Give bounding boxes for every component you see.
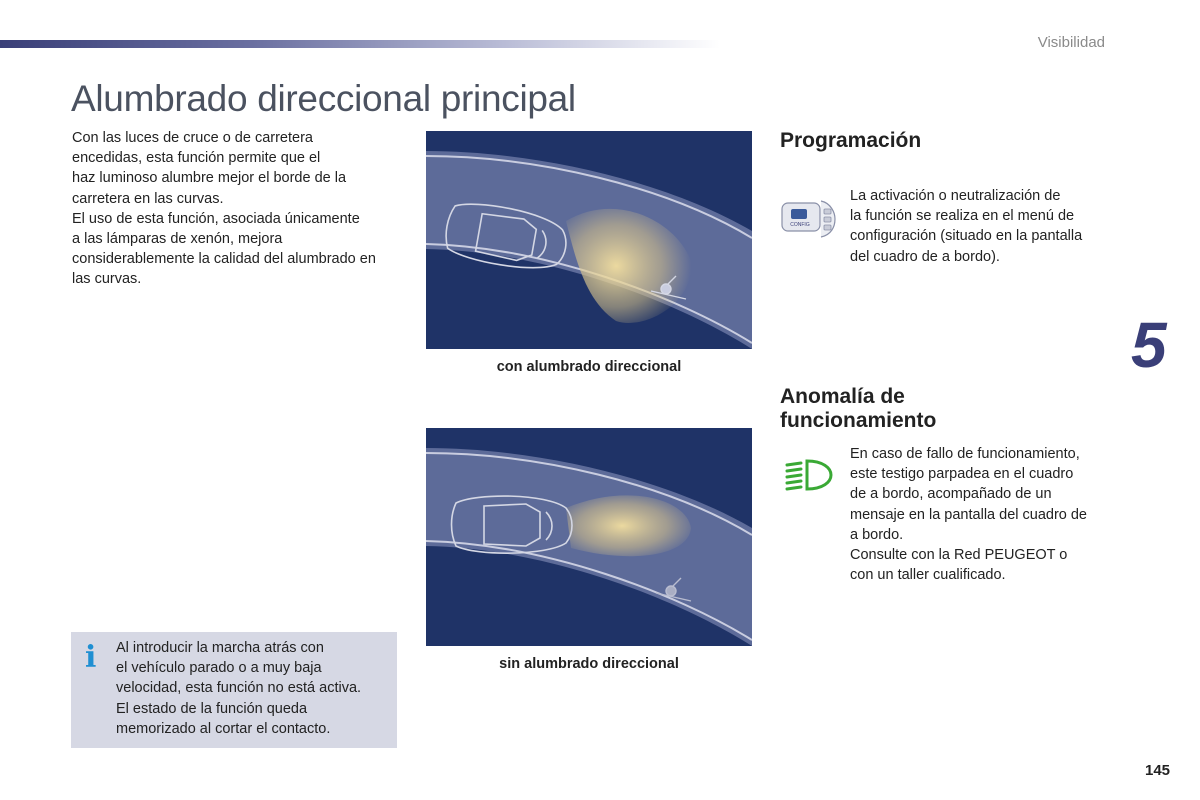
programacion-line: configuración (situado en la pantalla bbox=[850, 228, 1083, 245]
config-icon-label: CONFIG bbox=[790, 222, 810, 228]
figure-without-directional-lighting bbox=[426, 428, 752, 646]
intro-line: Con las luces de cruce o de carretera bbox=[72, 130, 313, 146]
chapter-number: 5 bbox=[1131, 309, 1167, 381]
figure-with-directional-lighting bbox=[426, 131, 752, 349]
intro-line: a las lámparas de xenón, mejora bbox=[72, 231, 283, 248]
programacion-line: La activación o neutralización de bbox=[850, 188, 1061, 204]
figure-caption-without: sin alumbrado direccional bbox=[499, 656, 679, 672]
anomalia-paragraph bbox=[850, 444, 1110, 585]
figure-caption-with: con alumbrado direccional bbox=[496, 359, 682, 375]
info-line: velocidad, esta función no está activa. bbox=[116, 680, 362, 697]
info-text bbox=[116, 638, 386, 739]
intro-line: encedidas, esta función permite que el bbox=[72, 150, 321, 167]
intro-line: haz luminoso alumbre mejor el borde de la bbox=[72, 170, 347, 187]
anomalia-line: de a bordo, acompañado de un bbox=[850, 486, 1052, 503]
info-line: El estado de la función queda bbox=[116, 700, 308, 717]
programacion-heading: Programación bbox=[780, 129, 922, 152]
config-button-icon bbox=[781, 199, 837, 244]
intro-line: las curvas. bbox=[72, 271, 142, 288]
intro-paragraph bbox=[72, 128, 402, 290]
anomalia-line: con un taller cualificado. bbox=[850, 567, 1006, 584]
page-title: Alumbrado direccional principal bbox=[71, 78, 576, 119]
intro-line: El uso de esta función, asociada únicamente bbox=[72, 210, 360, 227]
anomalia-heading bbox=[780, 385, 936, 433]
intro-line: carretera en las curvas. bbox=[72, 190, 224, 207]
programacion-line: del cuadro de a bordo). bbox=[850, 248, 1000, 265]
info-box bbox=[71, 632, 397, 748]
anomalia-line: En caso de fallo de funcionamiento, bbox=[850, 446, 1080, 462]
info-line: Al introducir la marcha atrás con bbox=[116, 640, 324, 656]
info-line: el vehículo parado o a muy baja bbox=[116, 660, 322, 677]
anomalia-line: Consulte con la Red PEUGEOT o bbox=[850, 547, 1068, 564]
anomalia-heading-line2: funcionamiento bbox=[780, 409, 937, 432]
programacion-line: la función se realiza en el menú de bbox=[850, 208, 1075, 225]
anomalia-line: a bordo. bbox=[850, 526, 904, 543]
info-icon: i bbox=[85, 640, 97, 675]
intro-line: considerablemente la calidad del alumbrado en bbox=[72, 251, 376, 268]
section-title: Visibilidad bbox=[1037, 34, 1105, 51]
anomalia-line: mensaje en la pantalla del cuadro de bbox=[850, 506, 1087, 523]
anomalia-line: este testigo parpadea en el cuadro bbox=[850, 466, 1074, 483]
page-number: 145 bbox=[1145, 762, 1171, 779]
header-gradient-bar bbox=[0, 40, 720, 48]
info-line: memorizado al cortar el contacto. bbox=[116, 720, 331, 737]
programacion-paragraph bbox=[850, 186, 1110, 267]
anomalia-heading-line1: Anomalía de bbox=[780, 385, 905, 408]
headlamp-warning-icon bbox=[785, 458, 835, 497]
